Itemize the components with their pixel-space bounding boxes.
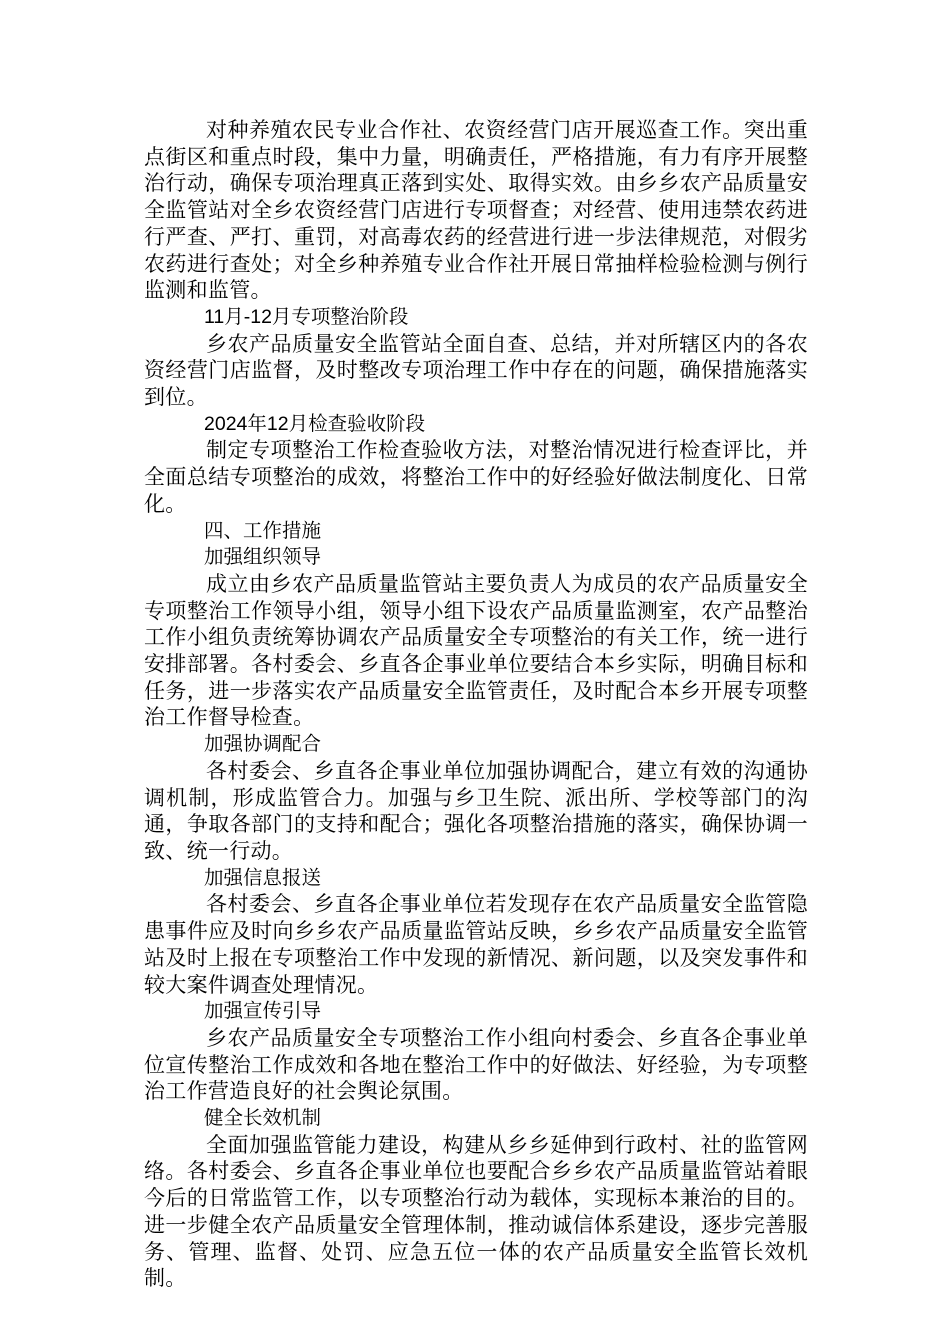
document-page bbox=[144, 117, 808, 1292]
heading-coordination: 加强协调配合 bbox=[204, 733, 322, 756]
paragraph-acceptance: 制定专项整治工作检查验收方法，对整治情况进行检查评比，并全面总结专项整治的成效，将整治工作中的好经验好做法制度化、日常化。 bbox=[144, 438, 808, 516]
paragraph-self-check: 乡农产品质量安全监管站全面自查、总结，并对所辖区内的各农资经营门店监督，及时整改专项治理工作中存在的问题，确保措施落实到位。 bbox=[144, 331, 808, 410]
paragraph-publicity: 乡农产品质量安全专项整治工作小组向村委会、乡直各企事业单位宣传整治工作成效和各地在整治工作中的好做法、好经验，为专项整治工作营造良好的社会舆论氛围。 bbox=[144, 1025, 808, 1104]
heading-nov-dec-phase: 11月-12月专项整治阶段 bbox=[204, 305, 409, 328]
heading-publicity: 加强宣传引导 bbox=[204, 1000, 322, 1023]
heading-long-term: 健全长效机制 bbox=[204, 1107, 322, 1130]
paragraph-long-term: 全面加强监管能力建设，构建从乡乡延伸到行政村、社的监管网络。各村委会、乡直各企事业单位也要配合乡乡农产品质量监管站着眼今后的日常监管工作，以专项整治行动为载体，实现标本兼治的目的。进一步健全农产品质量安全管理体制，推动诚信体系建设，逐步完善服务、管理、监督、处罚、应急五位一体的农产品质量安全监管长效机制。 bbox=[144, 1132, 808, 1291]
heading-reporting: 加强信息报送 bbox=[204, 866, 322, 889]
heading-organization: 加强组织领导 bbox=[204, 546, 322, 569]
heading-work-measures: 四、工作措施 bbox=[204, 519, 322, 542]
paragraph-coordination: 各村委会、乡直各企事业单位加强协调配合，建立有效的沟通协调机制，形成监管合力。加强与乡卫生院、派出所、学校等部门的沟通，争取各部门的支持和配合；强化各项整治措施的落实，确保协调一致、统一行动。 bbox=[144, 758, 808, 863]
heading-acceptance-phase: 2024年12月检查验收阶段 bbox=[204, 412, 426, 435]
paragraph-organization: 成立由乡农产品质量监管站主要负责人为成员的农产品质量安全专项整治工作领导小组，领导小组下设农产品质量监测室，农产品整治工作小组负责统筹协调农产品质量安全专项整治的有关工作，统一进行安排部署。各村委会、乡直各企事业单位要结合本乡实际，明确目标和任务，进一步落实农产品质量安全监管责任，及时配合本乡开展专项整治工作督导检查。 bbox=[144, 571, 808, 730]
paragraph-reporting: 各村委会、乡直各企事业单位若发现存在农产品质量安全监管隐患事件应及时向乡乡农产品质量监管站反映，乡乡农产品质量安全监管站及时上报在专项整治工作中发现的新情况、新问题，以及突发事件和较大案件调查处理情况。 bbox=[144, 892, 808, 997]
paragraph-inspection: 对种养殖农民专业合作社、农资经营门店开展巡查工作。突出重点街区和重点时段，集中力量，明确责任，严格措施，有力有序开展整治行动，确保专项治理真正落到实处、取得实效。由乡乡农产品质量安全监管站对全乡农资经营门店进行专项督查；对经营、使用违禁农药进行严查、严打、重罚，对高毒农药的经营进行进一步法律规范，对假劣农药进行查处；对全乡种养殖专业合作社开展日常抽样检验检测与例行监测和监管。 bbox=[144, 118, 808, 303]
